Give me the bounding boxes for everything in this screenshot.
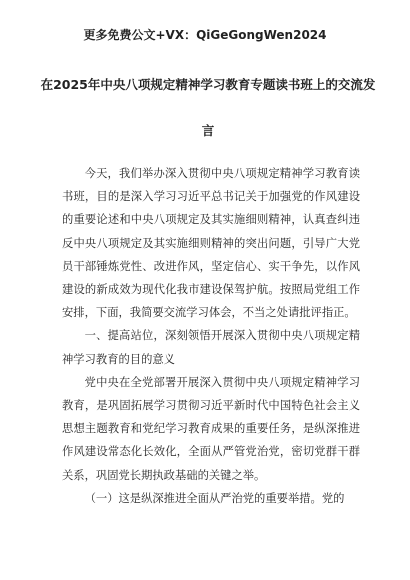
subsection-heading-1: （一）这是纵深推进全面从严治党的重要举措。党的: [84, 491, 345, 505]
section-heading-1: 一、提高站位，深刻领悟开展深入贯彻中央八项规定精神学习教育的目的意义: [62, 329, 360, 366]
document-title: 在2025年中央八项规定精神学习教育专题读书班上的交流发言: [40, 77, 376, 138]
watermark-header: 更多免费公文+VX：QiGeGongWen2024: [83, 28, 327, 42]
document-body: [62, 162, 360, 510]
paragraph-section-1: 党中央在全党部署开展深入贯彻中央八项规定精神学习教育，是巩固拓展学习贯彻习近平新时代中国特色社会主义思想主题教育和党纪学习教育成果的重要任务，是纵深推进作风建设常态化长效化，全面从严管党治党，密切党群干群关系，巩固党长期执政基础的关键之举。: [62, 375, 360, 482]
paragraph-intro: 今天，我们举办深入贯彻中央八项规定精神学习教育读书班，目的是深入学习习近平总书记关于加强党的作风建设的重要论述和中央八项规定及其实施细则精神，认真查纠违反中央八项规定及其实施细则精神的突出问题，引导广大党员干部锤炼党性、改进作风，坚定信心、实干争先，以作风建设的新成效为现代化我市建设保驾护航。按照局党组工作安排，下面，我简要交流学习体会，不当之处请批评指正。: [62, 167, 360, 320]
